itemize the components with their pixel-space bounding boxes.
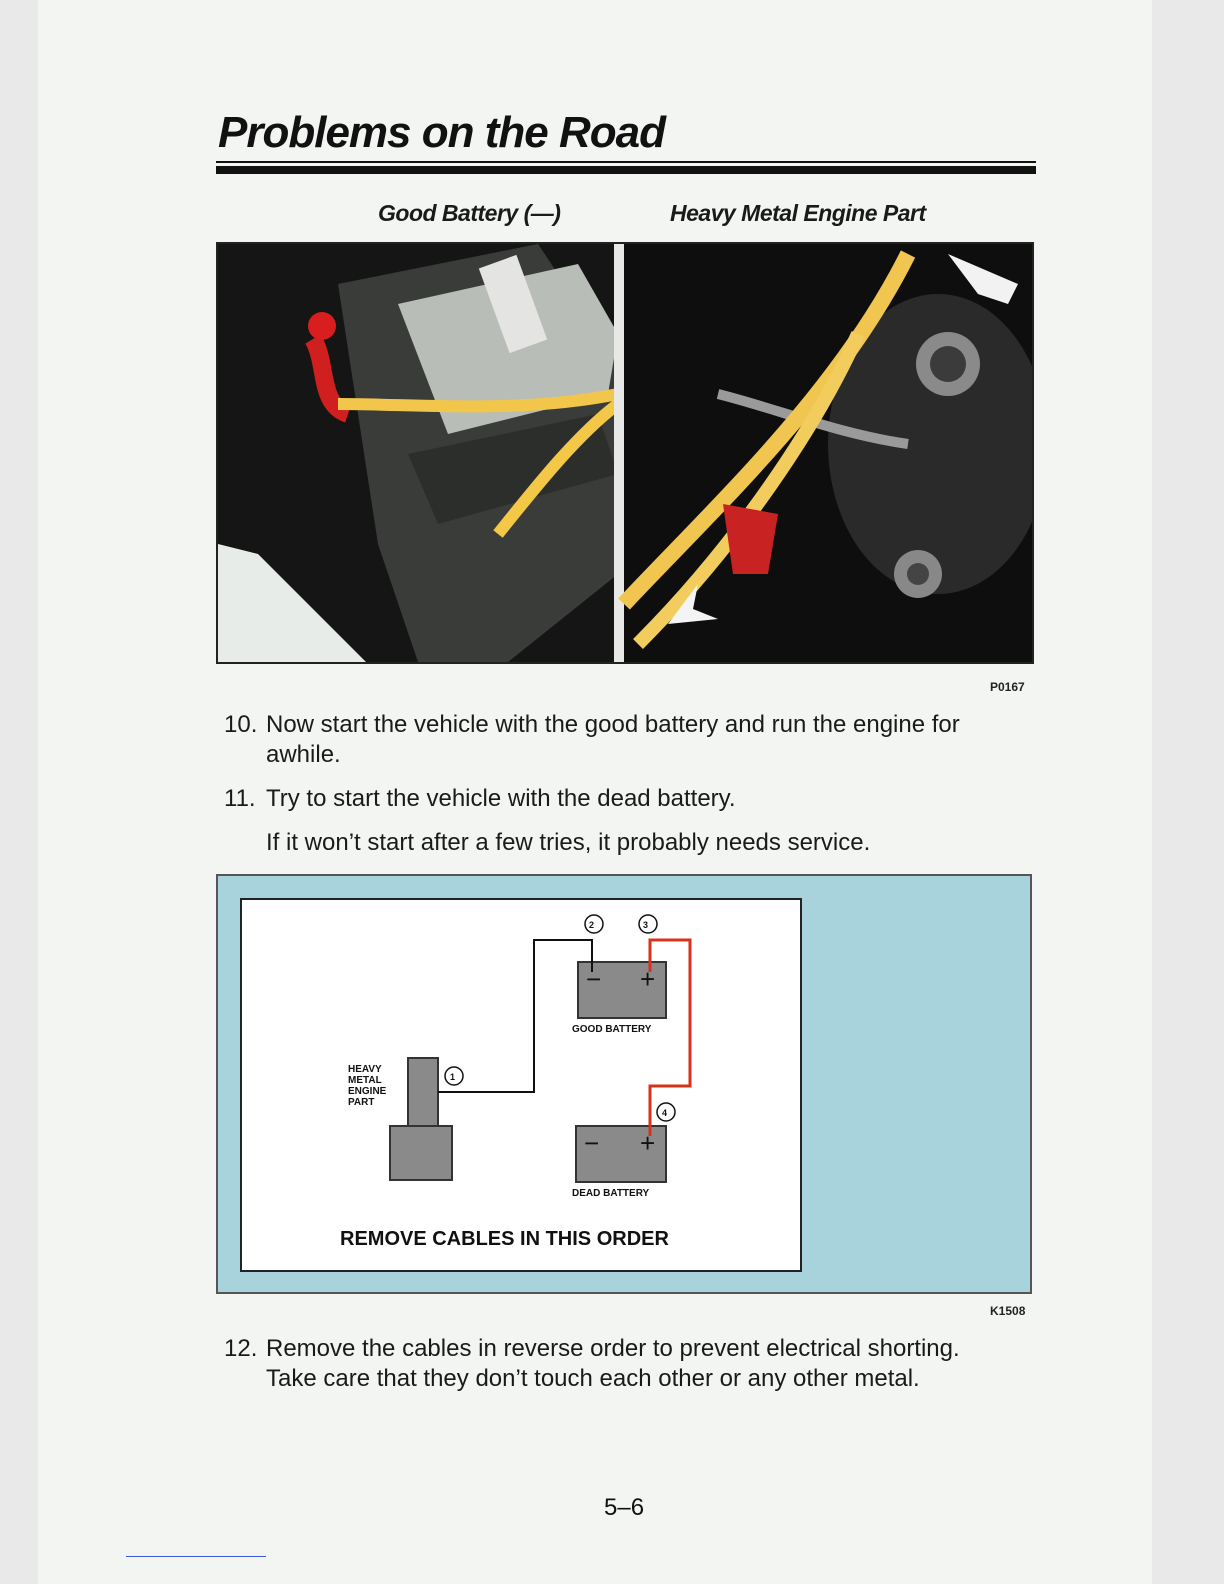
dead-battery-plus: + <box>640 1128 656 1158</box>
photo-figure-code: P0167 <box>990 680 1025 694</box>
step-11-note: If it won’t start after a few tries, it probably needs service. <box>266 829 871 856</box>
cable-removal-diagram <box>240 898 802 1272</box>
good-battery-minus: − <box>586 964 602 994</box>
photo-label-good-battery: Good Battery (—) <box>378 200 561 226</box>
footer-link-underline <box>126 1556 266 1557</box>
title-rule-thick <box>216 166 1036 174</box>
step-text: Remove the cables in reverse order to prevent electrical shorting. Take care that they don’t touch each other or any other metal. <box>266 1335 960 1392</box>
marker-4: 4 <box>662 1108 668 1118</box>
marker-3: 3 <box>643 920 649 930</box>
dead-battery-minus: − <box>584 1128 600 1158</box>
marker-1: 1 <box>450 1072 456 1082</box>
page-title: Problems on the Road <box>218 108 665 157</box>
good-battery-label: GOOD BATTERY <box>572 1024 652 1035</box>
good-battery-plus: + <box>640 964 656 994</box>
step-number: 11. <box>224 785 256 812</box>
step-number: 10. <box>224 711 258 738</box>
photo-illustration <box>218 244 1032 662</box>
step-12 <box>224 1334 984 1394</box>
step-10 <box>224 710 984 770</box>
jumper-cable-photo <box>216 242 1034 664</box>
engine-part-lower <box>390 1126 452 1180</box>
photo-label-engine-part: Heavy Metal Engine Part <box>670 200 926 226</box>
step-number: 12. <box>224 1335 258 1362</box>
dead-battery-label: DEAD BATTERY <box>572 1188 650 1199</box>
page-number: 5–6 <box>604 1494 645 1521</box>
step-text: Try to start the vehicle with the dead battery. <box>266 785 736 812</box>
engine-part-label-line-3: ENGINE <box>348 1086 387 1097</box>
engine-part-label-line-2: METAL <box>348 1075 382 1086</box>
engine-part-label-line-1: HEAVY <box>348 1064 382 1075</box>
diagram-caption: REMOVE CABLES IN THIS ORDER <box>340 1228 669 1250</box>
diagram-figure-code: K1508 <box>990 1304 1026 1318</box>
title-rule-thin <box>216 161 1036 163</box>
engine-part-upper <box>408 1058 438 1128</box>
step-text: Now start the vehicle with the good battery and run the engine for awhile. <box>266 711 960 768</box>
negative-cable <box>438 940 592 1092</box>
engine-part-label-line-4: PART <box>348 1097 375 1108</box>
step-11 <box>224 784 984 814</box>
diagram-drawing <box>242 900 800 1270</box>
marker-2: 2 <box>589 920 595 930</box>
